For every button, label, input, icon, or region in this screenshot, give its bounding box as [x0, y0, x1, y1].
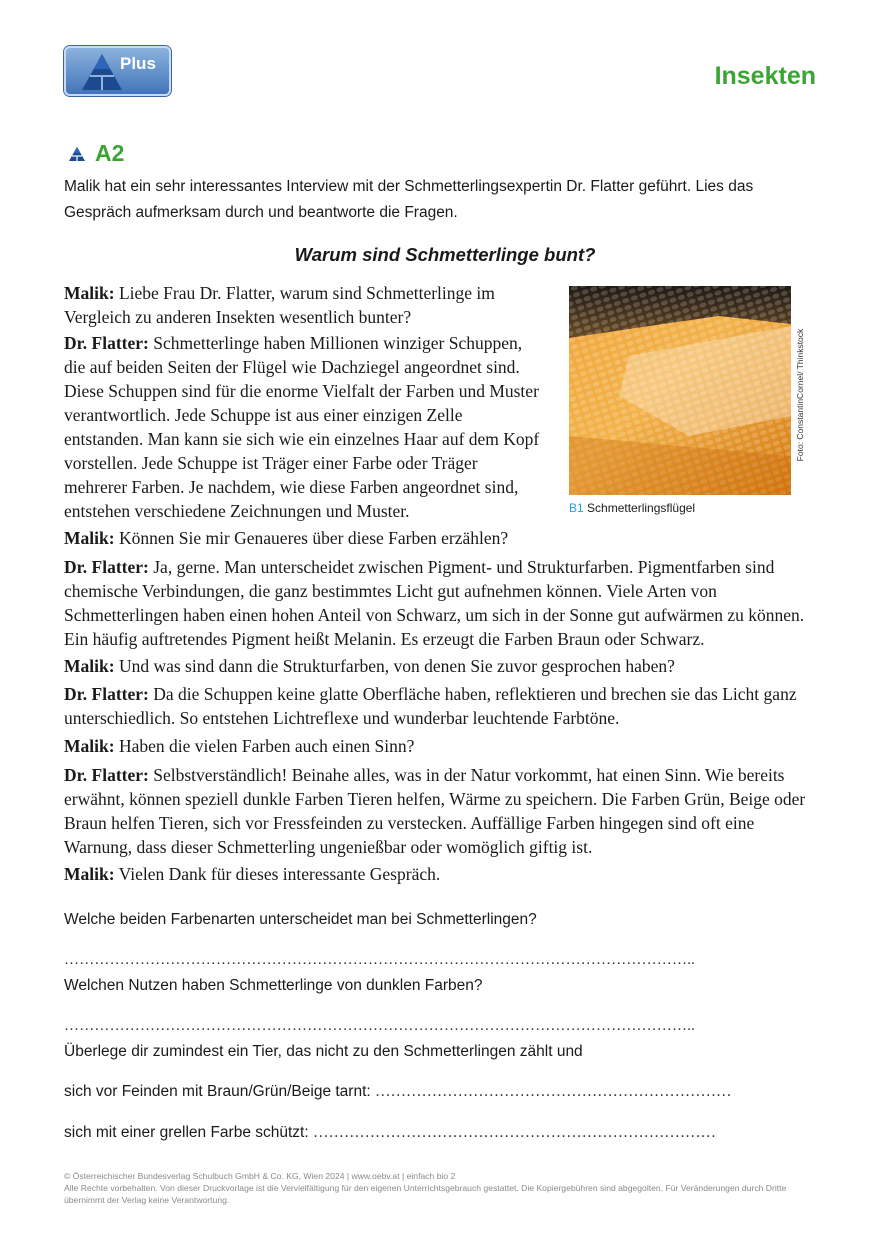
question-3b-text: sich mit einer grellen Farbe schützt:: [64, 1124, 309, 1141]
answer-line-1[interactable]: ……………………………………………………………………………………………………………..: [64, 952, 696, 968]
pyramid-icon: [80, 52, 124, 92]
dialogue-paragraph: [64, 555, 822, 651]
dialogue-paragraph: [64, 862, 824, 886]
footer: [64, 1170, 824, 1206]
dialogue-paragraph: [64, 526, 824, 550]
dialogue-paragraph: [64, 331, 542, 523]
dialogue-paragraph: [64, 281, 539, 329]
logo-text: Plus: [120, 54, 156, 73]
question-3: Überlege dir zumindest ein Tier, das nicht zu den Schmetterlingen zählt und: [64, 1043, 583, 1060]
dialogue-text: Vielen Dank für dieses interessante Gespräch.: [118, 864, 441, 884]
speaker-name: Malik:: [64, 736, 115, 756]
dialogue-paragraph: [64, 734, 824, 758]
dialogue-text: Schmetterlinge haben Millionen winziger Schuppen, die auf beiden Seiten der Flügel wie Dachziegel angeordnet sind. Diese Schuppen sind für die enorme Vielfalt der Farben und Muster verantwortlich. Jede Schuppe ist aus einer einzigen Zelle entstanden. Man kann sie sich wie ein einzelnes Haar auf dem Kopf vorstellen. Jede Schuppe ist Träger einer Farbe oder Träger mehrerer Farben. Je nachdem, wie diese Farben angeordnet sind, entstehen verschiedene Zeichnungen und Muster.: [64, 333, 540, 521]
speaker-name: Dr. Flatter:: [64, 333, 149, 353]
question-3a: [64, 1083, 732, 1101]
dialogue-paragraph: [64, 763, 822, 859]
speaker-name: Dr. Flatter:: [64, 557, 149, 577]
speaker-name: Malik:: [64, 656, 115, 676]
dialogue-text: Da die Schuppen keine glatte Oberfläche haben, reflektieren und brechen sie das Licht ganz unterschiedlich. So entstehen Lichtreflexe und wunderbar leuchtende Farbtöne.: [64, 684, 797, 728]
dialogue-text: Selbstverständlich! Beinahe alles, was in der Natur vorkommt, hat einen Sinn. Wie bereits erwähnt, können speziell dunkle Farben Tieren helfen, Wärme zu speichern. Die Farben Grün, Beige oder Braun helfen Tieren, sich vor Fressfeinden zu verstecken. Auffällige Farben hingegen sind oft eine Warnung, dass dieser Schmetterling ungenießbar oder womöglich giftig ist.: [64, 765, 806, 857]
question-3b: [64, 1124, 716, 1142]
figure-number: B1: [569, 501, 584, 515]
task-label: A2: [95, 140, 125, 166]
figure-caption: [569, 501, 695, 515]
speaker-name: Malik:: [64, 528, 115, 548]
pyramid-icon: [68, 146, 86, 162]
dialogue-paragraph: [64, 682, 822, 730]
article-headline: Warum sind Schmetterlinge bunt?: [294, 244, 596, 265]
page-title: Insekten: [714, 62, 816, 90]
dialogue-text: Ja, gerne. Man unterscheidet zwischen Pigment- und Strukturfarben. Pigmentfarben sind chemische Verbindungen, die ganz bestimmtes Licht gut aufnehmen können. Viele Arten von Schmetterlingen haben einen hohen Anteil von Schwarz, um sich in der Sonne gut aufwärmen zu können. Ein häufig auftretendes Pigment heißt Melanin. Es erzeugt die Farben Braun oder Schwarz.: [64, 557, 805, 649]
speaker-name: Dr. Flatter:: [64, 684, 149, 704]
speaker-name: Malik:: [64, 283, 115, 303]
answer-line-3a[interactable]: ……………………………………………………………: [375, 1083, 732, 1100]
plus-logo: [64, 46, 171, 96]
answer-line-2[interactable]: ……………………………………………………………………………………………………………..: [64, 1018, 696, 1034]
dialogue-text: Liebe Frau Dr. Flatter, warum sind Schmetterlinge im Vergleich zu anderen Insekten wesentlich bunter?: [64, 283, 495, 327]
footer-rights: Alle Rechte vorbehalten. Von dieser Druckvorlage ist die Vervielfältigung für den eigenen Unterrichtsgebrauch gestattet. Die Kopiergebühren sind abgegolten. Für Veränderungen durch Dritte übernimmt der Verlag keine Verantwortung.: [64, 1183, 787, 1205]
speaker-name: Dr. Flatter:: [64, 765, 149, 785]
answer-line-3b[interactable]: ……………………………………………………………………: [312, 1124, 716, 1141]
dialogue-paragraph: [64, 654, 824, 678]
task-intro: Malik hat ein sehr interessantes Interview mit der Schmetterlingsexpertin Dr. Flatter geführt. Lies das Gespräch aufmerksam durch und beantworte die Fragen.: [64, 178, 754, 221]
figure-caption-text: Schmetterlingsflügel: [587, 501, 696, 515]
question-1: Welche beiden Farbenarten unterscheidet man bei Schmetterlingen?: [64, 911, 537, 928]
question-3a-text: sich vor Feinden mit Braun/Grün/Beige tarnt:: [64, 1083, 371, 1100]
dialogue-text: Und was sind dann die Strukturfarben, von denen Sie zuvor gesprochen haben?: [118, 656, 675, 676]
question-2: Welchen Nutzen haben Schmetterlinge von dunklen Farben?: [64, 977, 483, 994]
dialogue-text: Können Sie mir Genaueres über diese Farben erzählen?: [118, 528, 509, 548]
dialogue-text: Haben die vielen Farben auch einen Sinn?: [118, 736, 415, 756]
butterfly-wing-photo: [569, 286, 791, 495]
speaker-name: Malik:: [64, 864, 115, 884]
photo-credit: Foto: ConstantinCornel/ Thinkstock: [795, 328, 805, 462]
footer-copyright: © Österreichischer Bundesverlag Schulbuch GmbH & Co. KG, Wien 2024 | www.oebv.at | einfach bio 2: [64, 1171, 456, 1181]
